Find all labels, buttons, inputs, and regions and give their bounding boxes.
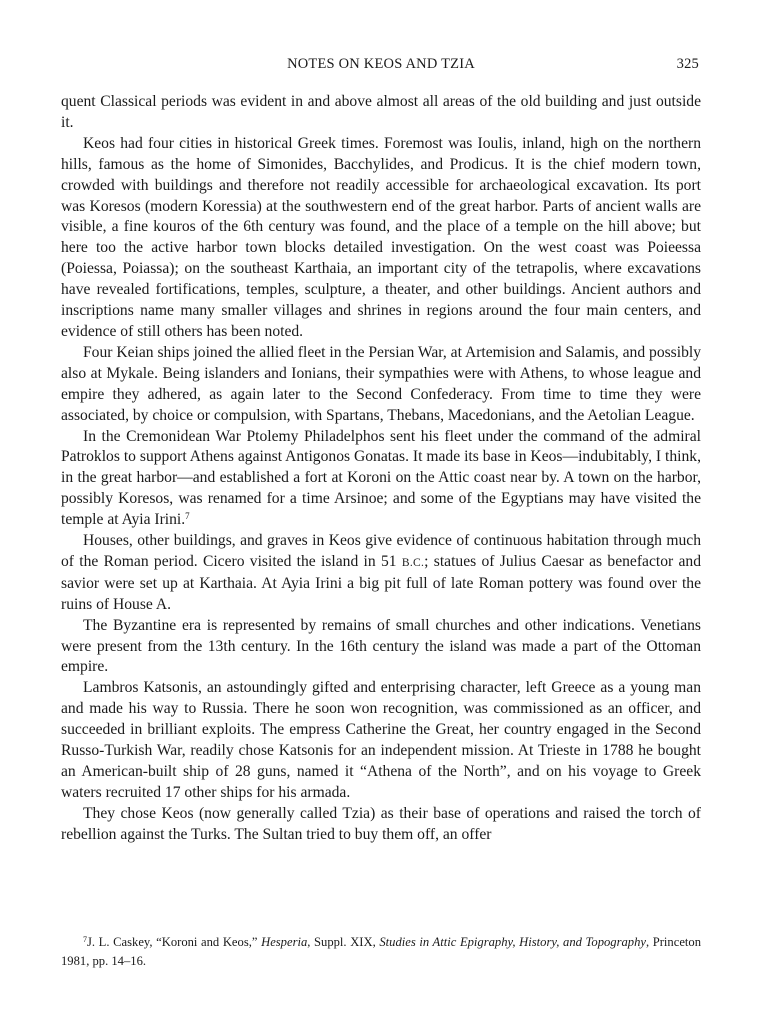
paragraph-tzia-base: They chose Keos (now generally called Tzia) as their base of operations and raised the torch of rebellion against the Turks. The Sultan tried to buy them off, an offer [61, 804, 701, 843]
paragraph-byzantine-era: The Byzantine era is represented by remains of small churches and other indications. Venetians were present from the 13th century. In the 16th century the island was made a part of the Ottoman empire. [61, 616, 701, 676]
paragraph-katsonis: Lambros Katsonis, an astoundingly gifted and enterprising character, left Greece as a young man and made his way to Russia. There he soon won recognition, was commissioned as an officer, and succeeded in brilliant exploits. The empress Catherine the Great, her country engaged in the Second Russo-Turkish War, readily chose Katsonis for an independent mission. At Trieste in 1788 he bought an American-built ship of 28 guns, named it “Athena of the North”, and on his voyage to Greek waters recruited 17 other ships for his armada. [61, 679, 701, 801]
footnote-number: 7 [83, 935, 87, 944]
body-text [61, 92, 701, 846]
footnote-marker: 7 [185, 511, 190, 522]
running-title: NOTES ON KEOS AND TZIA [287, 56, 475, 72]
era-abbrev: B.C. [401, 556, 425, 569]
page [61, 56, 701, 846]
paragraph-cremonidean-war [61, 427, 701, 532]
paragraph-roman-text-a: Houses, other buildings, and graves in Keos give evidence of continuous habitation through much of the Roman period. Cicero visited the island in 51 [61, 532, 701, 570]
paragraph-roman-period [61, 531, 701, 616]
paragraph-four-cities: Keos had four cities in historical Greek times. Foremost was Ioulis, inland, high on the northern hills, famous as the home of Simonides, Bacchylides, and Prodicus. It is the chief modern town, crowded with buildings and therefore not readily accessible for archaeological excavation. Its port was Koresos (modern Koressia) at the southwestern end of the great harbor. Parts of ancient walls are visible, a fine kouros of the 6th century was found, and the place of a temple on the hill above; but here too the active harbor town blocks detailed investigation. On the west coast was Poieessa (Poiessa, Poiassa); on the southeast Karthaia, an important city of the tetrapolis, where excavations have revealed fortifications, temples, sculpture, a theater, and other buildings. Ancient authors and inscriptions name many smaller villages and shrines in regions around the four main centers, and evidence of still others has been noted. [61, 134, 701, 340]
footnote-body [61, 933, 701, 970]
footnote-journal: Hesperia [261, 935, 308, 949]
paragraph-roman-text-b: ; statues of Julius Caesar as benefactor and savior were set up at Karthaia. At Ayia Irini a big pit full of late Roman pottery was found over the ruins of House A. [61, 552, 702, 613]
paragraph-persian-war: Four Keian ships joined the allied fleet in the Persian War, at Artemision and Salamis, and possibly also at Mykale. Being islanders and Ionians, their sympathies were with Athens, to whose league and empire they adhered, as again later to the Second Confederacy. From time to time they were associated, by choice or compulsion, with Spartans, Thebans, Macedonians, and the Aetolian League. [61, 343, 702, 424]
paragraph-continuation: quent Classical periods was evident in and above almost all areas of the old building and just outside it. [61, 93, 701, 131]
footnote-series-title: Studies in Attic Epigraphy, History, and Topography [379, 935, 646, 949]
page-number: 325 [676, 56, 699, 72]
paragraph-cremonidean-text: In the Cremonidean War Ptolemy Philadelphos sent his fleet under the command of the admiral Patroklos to support Athens against Antigonos Gonatas. It made its base in Keos—indubitably, I think, in the great harbor—and established a fort at Koroni on the Attic coast near by. A town on the harbor, possibly Koresos, was renamed for a time Arsinoe; and some of the Egyptians may have visited the temple at Ayia Irini. [61, 427, 701, 529]
footnote-text-mid: , Suppl. XIX, [307, 935, 380, 949]
footnote-text-start: J. L. Caskey, “Koroni and Keos,” [87, 935, 262, 949]
footnote-text-end: , Princeton 1981, pp. 14–16. [61, 935, 702, 968]
footnote [61, 933, 701, 970]
running-head [61, 56, 701, 80]
